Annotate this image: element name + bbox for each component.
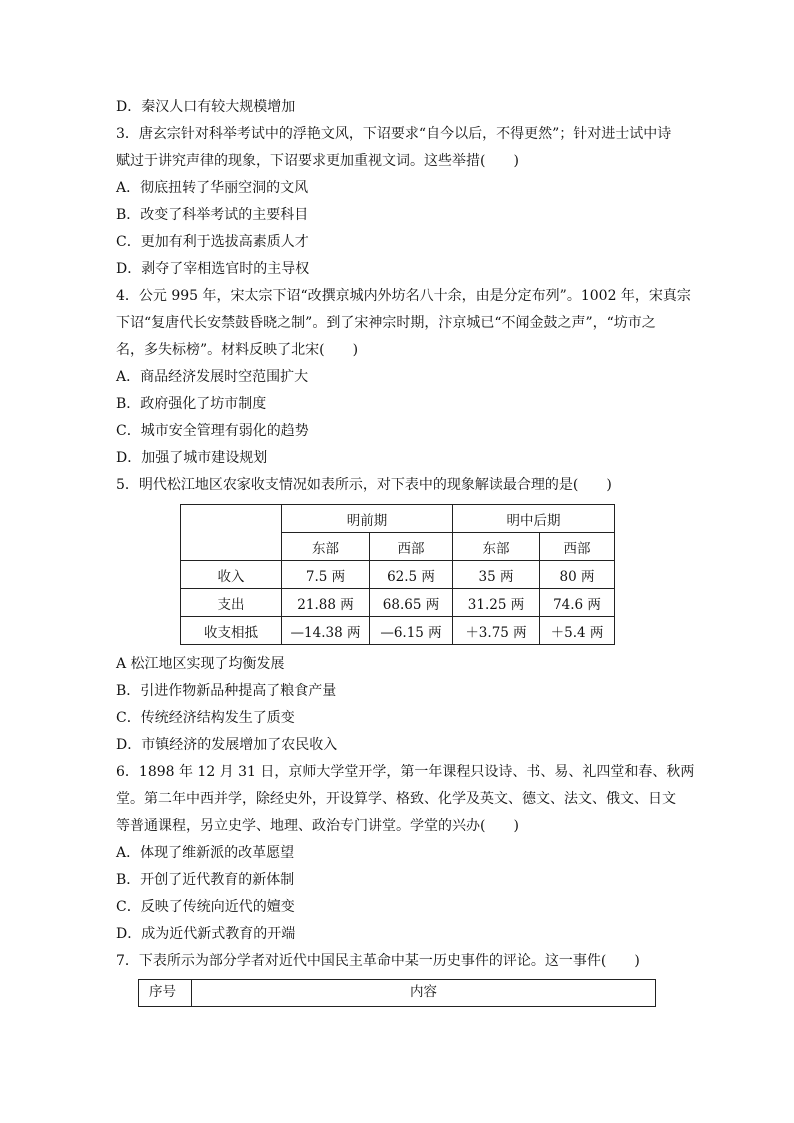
q6-option-a: A．体现了维新派的改革愿望 [116, 845, 295, 861]
q4-stem-line-3: 名，多失标榜”。材料反映了北宋( ) [116, 342, 359, 358]
q5-option-b: B．引进作物新品种提高了粮食产量 [116, 683, 337, 699]
row-label: 收支相抵 [181, 617, 282, 645]
region-header: 东部 [453, 533, 540, 561]
question-6 [116, 759, 695, 948]
q6-stem-line-2: 堂。第二年中西并学，除经史外，开设算学、格致、化学及英文、德文、法文、俄文、日文 [116, 791, 676, 807]
table-header-row [181, 505, 615, 533]
q7-stem: 7．下表所示为部分学者对近代中国民主革命中某一历史事件的评论。这一事件( ) [116, 953, 640, 969]
table-cell: 74.6 两 [540, 589, 615, 617]
table-cell: 80 两 [540, 561, 615, 589]
header-content: 内容 [192, 980, 656, 1007]
q6-stem-line-3: 等普通课程，另立史学、地理、政治专门讲堂。学堂的兴办( ) [116, 818, 519, 834]
q5-option-c: C．传统经济结构发生了质变 [116, 710, 295, 726]
table-cell: ＋5.4 两 [540, 617, 615, 645]
table-row [181, 561, 615, 589]
q6-option-c: C．反映了传统向近代的嬗变 [116, 899, 295, 915]
q5-stem: 5．明代松江地区农家收支情况如表所示，对下表中的现象解读最合理的是( ) [116, 477, 612, 493]
period-header-late: 明中后期 [453, 505, 615, 533]
table-row [181, 589, 615, 617]
table-cell: 7.5 两 [282, 561, 370, 589]
table-cell: 31.25 两 [453, 589, 540, 617]
question-7 [116, 948, 676, 1007]
table-header-row [139, 980, 656, 1007]
q3-stem-line-2: 赋过于讲究声律的现象，下诏要求更加重视文词。这些举措( ) [116, 153, 519, 169]
question-4 [116, 283, 691, 472]
q4-stem-line-2: 下诏“复唐代长安禁鼓昏晓之制”。到了宋神宗时期，汴京城已“不闻金鼓之声”，“坊市之 [116, 315, 656, 331]
region-header: 东部 [282, 533, 370, 561]
region-header: 西部 [370, 533, 453, 561]
exam-page [116, 94, 695, 1007]
q6-option-d: D．成为近代新式教育的开端 [116, 926, 296, 942]
q3-option-a: A．彻底扭转了华丽空洞的文风 [116, 180, 309, 196]
q5-option-d: D．市镇经济的发展增加了农民收入 [116, 737, 338, 753]
q4-option-b: B．政府强化了坊市制度 [116, 396, 267, 412]
table-cell: —6.15 两 [370, 617, 453, 645]
q3-option-d: D．剥夺了宰相选官时的主导权 [116, 261, 310, 277]
q4-stem-line-1: 4．公元 995 年，宋太宗下诏“改撰京城内外坊名八十余，由是分定布列”。1002 年，宋真宗 [116, 288, 691, 304]
q4-option-a: A．商品经济发展时空范围扩大 [116, 369, 309, 385]
table-corner-cell [181, 505, 282, 561]
table-cell: 21.88 两 [282, 589, 370, 617]
q4-option-c: C．城市安全管理有弱化的趋势 [116, 423, 309, 439]
q5-income-table [180, 504, 615, 645]
table-cell: ＋3.75 两 [453, 617, 540, 645]
q5-option-a: A 松江地区实现了均衡发展 [116, 656, 285, 672]
q3-stem-line-1: 3．唐玄宗针对科举考试中的浮艳文风，下诏要求“自今以后，不得更然”；针对进士试中诗 [116, 126, 672, 142]
table-cell: —14.38 两 [282, 617, 370, 645]
q7-table [138, 979, 656, 1007]
period-header-early: 明前期 [282, 505, 453, 533]
table-cell: 62.5 两 [370, 561, 453, 589]
q6-option-b: B．开创了近代教育的新体制 [116, 872, 295, 888]
q3-option-c: C．更加有利于选拔高素质人才 [116, 234, 309, 250]
header-index: 序号 [139, 980, 192, 1007]
q6-stem-line-1: 6．1898 年 12 月 31 日，京师大学堂开学，第一年课程只设诗、书、易、礼四堂和春、秋两 [116, 764, 695, 780]
q2-option-d: D．秦汉人口有较大规模增加 [116, 99, 296, 115]
table-cell: 35 两 [453, 561, 540, 589]
q4-option-d: D．加强了城市建设规划 [116, 450, 268, 466]
table-row [181, 617, 615, 645]
row-label: 收入 [181, 561, 282, 589]
q3-option-b: B．改变了科举考试的主要科目 [116, 207, 309, 223]
table-cell: 68.65 两 [370, 589, 453, 617]
row-label: 支出 [181, 589, 282, 617]
region-header: 西部 [540, 533, 615, 561]
question-3 [116, 121, 676, 283]
question-5 [116, 472, 676, 759]
